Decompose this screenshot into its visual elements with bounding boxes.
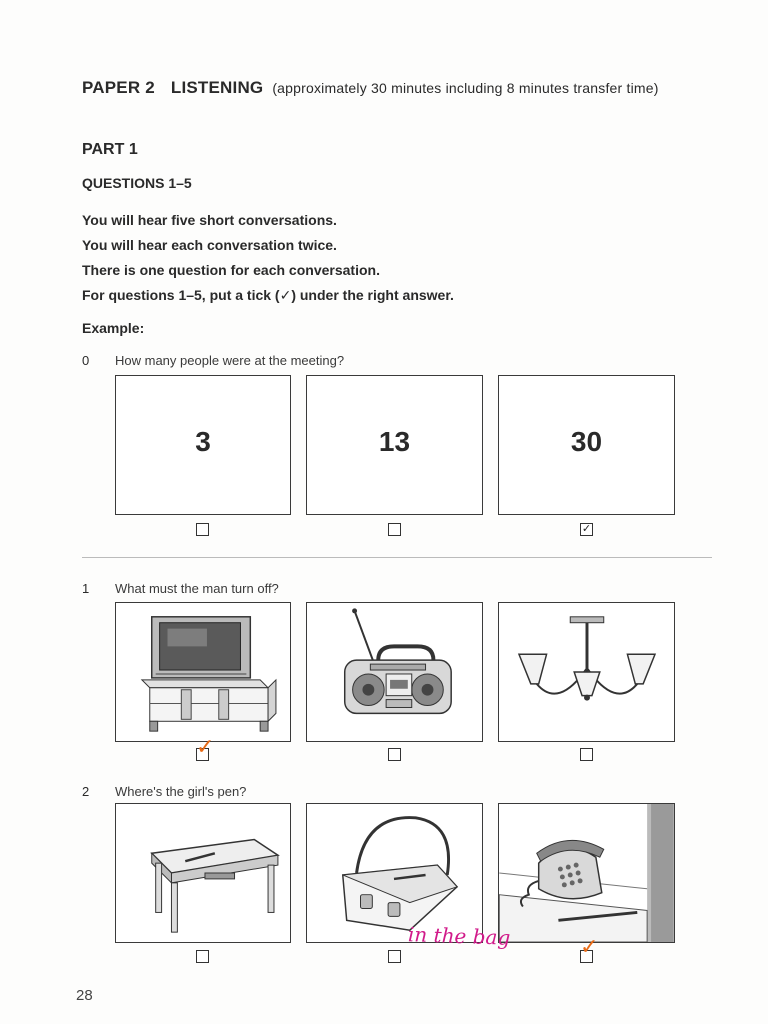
part-title: PART 1	[82, 141, 138, 158]
answer-option-box	[115, 803, 291, 943]
answer-checkbox[interactable]	[580, 748, 593, 761]
radio-cassette-picture	[307, 603, 482, 741]
answer-option-box	[306, 803, 483, 943]
answer-checkbox[interactable]	[388, 523, 401, 536]
answer-option-box	[498, 803, 675, 943]
bag-picture	[307, 804, 482, 942]
handwritten-note: in the bag	[407, 922, 511, 950]
paper-title	[82, 78, 659, 98]
option-number: 13	[378, 426, 411, 457]
handwritten-tick: ✓	[580, 934, 599, 959]
question-number: 0	[82, 353, 90, 368]
page-number: 28	[76, 987, 93, 1004]
answer-option-box	[306, 375, 483, 515]
handwritten-tick: ✓	[196, 734, 215, 759]
telephone-picture	[499, 804, 674, 942]
television-picture	[116, 603, 290, 741]
answer-option-box	[498, 602, 675, 742]
table-picture	[116, 804, 290, 942]
paper-label: PAPER 2	[82, 78, 155, 97]
answer-checkbox[interactable]	[388, 950, 401, 963]
instruction-line: You will hear each conversation twice.	[82, 237, 337, 253]
answer-option-box	[115, 602, 291, 742]
tick-mark: ✓	[581, 523, 592, 535]
paper-subtitle: (approximately 30 minutes including 8 minutes transfer time)	[272, 80, 659, 96]
instruction-line: For questions 1–5, put a tick (✓) under the right answer.	[82, 287, 454, 303]
questions-title: QUESTIONS 1–5	[82, 175, 192, 191]
answer-checkbox[interactable]	[196, 950, 209, 963]
question-text: What must the man turn off?	[115, 581, 279, 596]
example-label: Example:	[82, 320, 145, 336]
question-number: 2	[82, 784, 90, 799]
answer-option-box	[498, 375, 675, 515]
section-label: LISTENING	[170, 78, 264, 97]
question-number: 1	[82, 581, 90, 596]
question-text: How many people were at the meeting?	[115, 353, 345, 368]
instruction-line: There is one question for each conversation.	[82, 262, 380, 278]
answer-option-box	[306, 602, 483, 742]
option-number: 3	[195, 426, 211, 457]
divider	[82, 557, 712, 558]
question-text: Where's the girl's pen?	[115, 784, 247, 799]
option-number: 30	[570, 426, 603, 457]
answer-checkbox[interactable]	[388, 748, 401, 761]
instructions	[82, 208, 454, 308]
ceiling-lamp-picture	[499, 603, 674, 741]
answer-checkbox-ticked[interactable]	[580, 523, 593, 536]
instruction-line: You will hear five short conversations.	[82, 212, 337, 228]
answer-option-box	[115, 375, 291, 515]
answer-checkbox[interactable]	[196, 523, 209, 536]
